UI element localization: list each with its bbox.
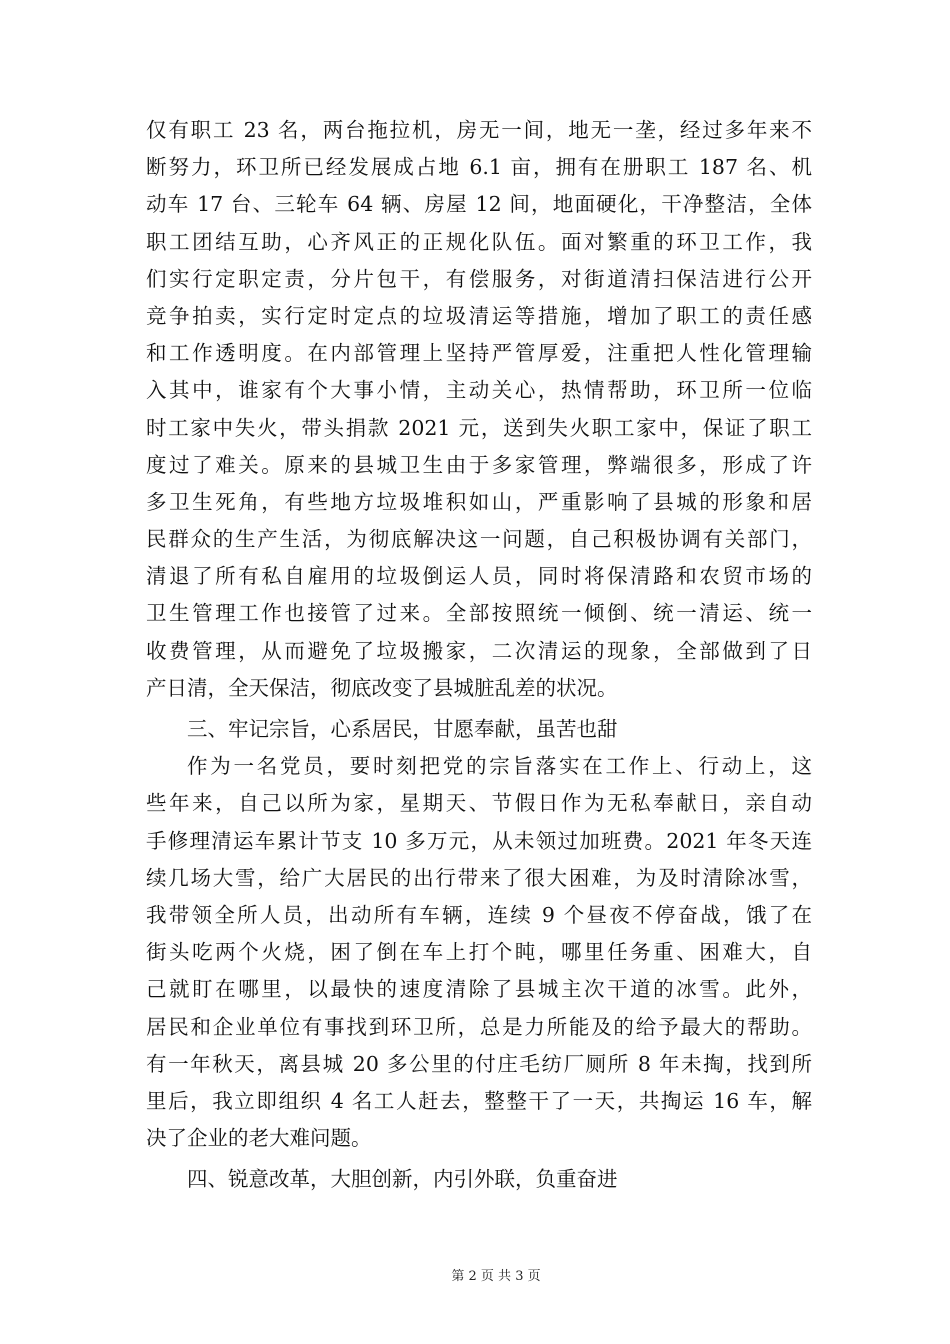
- paragraph-line: 和工作透明度。在内部管理上坚持严管厚爱，注重把人性化管理输: [146, 341, 812, 366]
- page-number-footer: 第 2 页 共 3 页: [451, 1269, 541, 1284]
- paragraph-line: 收费管理，从而避免了垃圾搬家，二次清运的现象，全部做到了日: [146, 638, 812, 663]
- paragraph-last-line: 决了企业的老大难问题。: [146, 1126, 372, 1151]
- body-text: [146, 112, 812, 1198]
- paragraph-first-line: 作为一名党员，要时刻把党的宗旨落实在工作上、行动上，这: [187, 754, 812, 779]
- paragraph-last-line: 产日清，全天保洁，彻底改变了县城脏乱差的状况。: [146, 675, 618, 700]
- paragraph-line: 居民和企业单位有事找到环卫所，总是力所能及的给予最大的帮助。: [146, 1014, 812, 1039]
- paragraph-line: 们实行定职定责，分片包干，有偿服务，对街道清扫保洁进行公开: [146, 266, 812, 291]
- paragraph-line: 断努力，环卫所已经发展成占地 6.1 亩，拥有在册职工 187 名、机: [146, 155, 812, 180]
- paragraph-line: 职工团结互助，心齐风正的正规化队伍。面对繁重的环卫工作，我: [146, 229, 812, 254]
- paragraph-line: 街头吃两个火烧，困了倒在车上打个盹，哪里任务重、困难大，自: [146, 940, 812, 965]
- section-heading-three: 三、牢记宗旨，心系居民，甘愿奉献，虽苦也甜: [187, 717, 618, 741]
- paragraph-line: 入其中，谁家有个大事小情，主动关心，热情帮助，环卫所一位临: [146, 378, 812, 403]
- paragraph-line: 手修理清运车累计节支 10 多万元，从未领过加班费。2021 年冬天连: [146, 828, 812, 853]
- paragraph-line: 竞争拍卖，实行定时定点的垃圾清运等措施，增加了职工的责任感: [146, 303, 812, 328]
- paragraph-line: 里后，我立即组织 4 名工人赶去，整整干了一天，共掏运 16 车，解: [146, 1088, 812, 1113]
- paragraph-line: 续几场大雪，给广大居民的出行带来了很大困难，为及时清除冰雪，: [146, 865, 812, 890]
- paragraph-line: 仅有职工 23 名，两台拖拉机，房无一间，地无一垄，经过多年来不: [146, 118, 812, 142]
- paragraph-line: 民群众的生产生活，为彻底解决这一问题，自己积极协调有关部门，: [146, 527, 812, 552]
- section-heading-four: 四、锐意改革，大胆创新，内引外联，负重奋进: [187, 1167, 618, 1192]
- paragraph-line: 清退了所有私自雇用的垃圾倒运人员，同时将保清路和农贸市场的: [146, 564, 812, 589]
- paragraph-line: 卫生管理工作也接管了过来。全部按照统一倾倒、统一清运、统一: [146, 601, 812, 626]
- paragraph-line: 我带领全所人员，出动所有车辆，连续 9 个昼夜不停奋战，饿了在: [146, 902, 812, 927]
- paragraph-line: 些年来，自己以所为家，星期天、节假日作为无私奉献日，亲自动: [146, 791, 812, 816]
- paragraph-line: 多卫生死角，有些地方垃圾堆积如山，严重影响了县城的形象和居: [146, 489, 812, 514]
- paragraph-line: 时工家中失火，带头捐款 2021 元，送到失火职工家中，保证了职工: [146, 415, 812, 440]
- paragraph-line: 动车 17 台、三轮车 64 辆、房屋 12 间，地面硬化，干净整洁，全体: [146, 192, 812, 217]
- paragraph-line: 度过了难关。原来的县城卫生由于多家管理，弊端很多，形成了许: [146, 452, 812, 477]
- paragraph-line: 有一年秋天，离县城 20 多公里的付庄毛纺厂厕所 8 年未掏，找到所: [146, 1051, 812, 1076]
- paragraph-line: 己就盯在哪里，以最快的速度清除了县城主次干道的冰雪。此外，: [146, 977, 812, 1002]
